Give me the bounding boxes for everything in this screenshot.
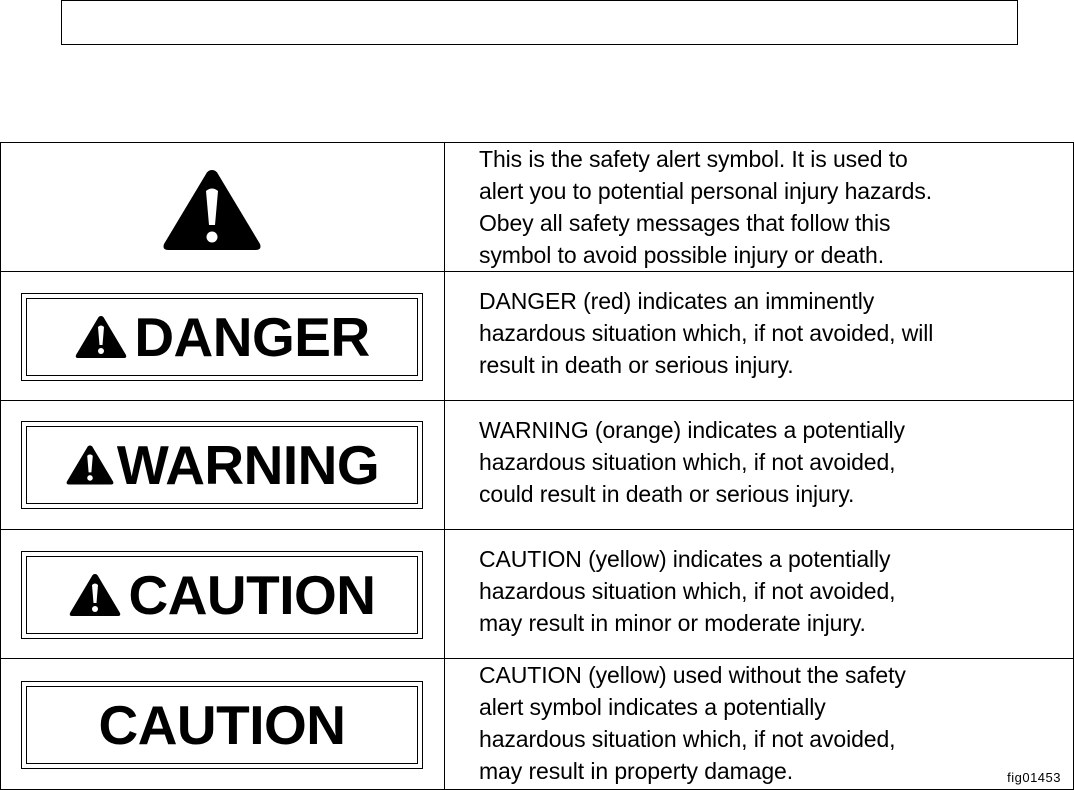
sign-word: WARNING (116, 433, 380, 496)
sign-word: CAUTION (98, 693, 346, 756)
caution-plain-description (479, 659, 906, 787)
description-line: hazardous situation which, if not avoided, (479, 449, 896, 475)
table-row-caution (1, 530, 1073, 659)
description-line: may result in property damage. (479, 758, 794, 784)
alert-symbol-cell (1, 143, 444, 271)
description-line: WARNING (orange) indicates a potentially (479, 417, 905, 443)
caution-plain-sign (21, 681, 423, 769)
description-line: may result in minor or moderate injury. (479, 610, 866, 636)
danger-sign (21, 293, 423, 381)
table-row-alert-symbol (1, 143, 1073, 272)
danger-description (479, 285, 933, 381)
alert-triangle-icon (68, 572, 122, 618)
warning-sign (21, 421, 423, 509)
description-line: This is the safety alert symbol. It is used to (479, 146, 908, 172)
danger-sign-cell (1, 272, 444, 400)
caution-sign-cell (1, 530, 444, 658)
description-line: could result in death or serious injury. (479, 481, 855, 507)
description-line: CAUTION (yellow) used without the safety (479, 662, 906, 688)
header-box (61, 0, 1018, 45)
alert-triangle-icon (74, 314, 128, 360)
warning-description (479, 414, 905, 510)
description-line: hazardous situation which, if not avoided, (479, 726, 896, 752)
alert-triangle-icon (65, 443, 115, 487)
sign-word: DANGER (134, 305, 370, 368)
alert-symbol-description (479, 143, 932, 271)
safety-signal-table (0, 142, 1074, 790)
description-line: hazardous situation which, if not avoided, (479, 578, 896, 604)
table-row-caution-no-symbol (1, 659, 1073, 789)
safety-alert-triangle-icon (161, 167, 263, 253)
caution-plain-sign-cell (1, 659, 444, 789)
caution-description (479, 543, 895, 639)
description-line: DANGER (red) indicates an imminently (479, 288, 875, 314)
description-line: result in death or serious injury. (479, 352, 794, 378)
description-line: alert symbol indicates a potentially (479, 694, 826, 720)
table-row-danger (1, 272, 1073, 401)
figure-id: fig01453 (1007, 770, 1061, 785)
description-line: CAUTION (yellow) indicates a potentially (479, 546, 891, 572)
caution-sign (21, 551, 423, 639)
description-line: Obey all safety messages that follow this (479, 210, 891, 236)
table-row-warning (1, 401, 1073, 530)
description-line: alert you to potential personal injury hazards. (479, 178, 933, 204)
sign-word: CAUTION (128, 563, 376, 626)
warning-sign-cell (1, 401, 444, 529)
description-line: symbol to avoid possible injury or death. (479, 242, 885, 268)
description-line: hazardous situation which, if not avoided, will (479, 320, 934, 346)
